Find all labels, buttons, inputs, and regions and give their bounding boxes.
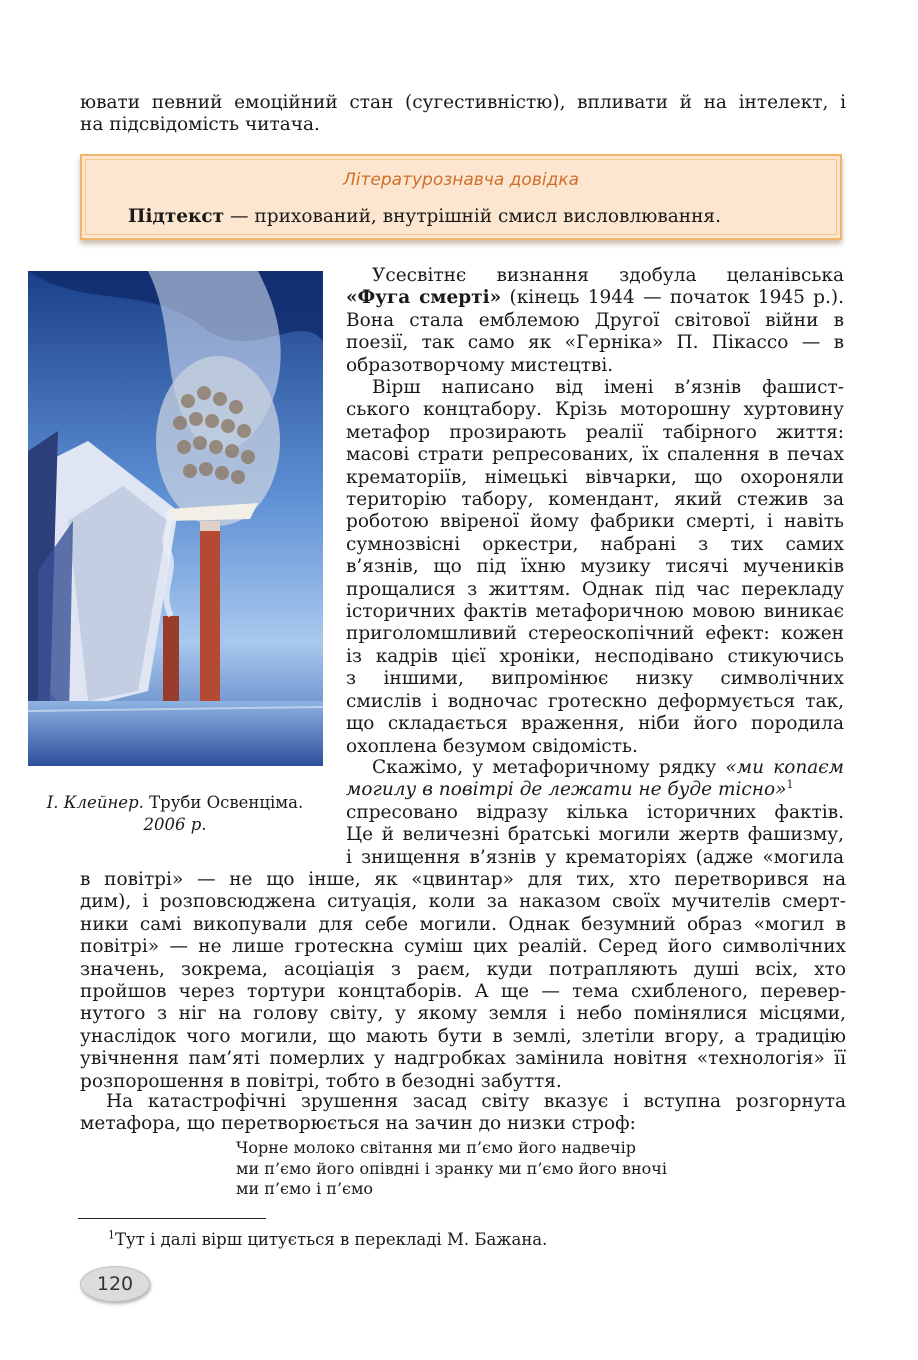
- text-line: Усесвітнє визнання здобула целанівська: [372, 265, 844, 286]
- quoted-line: «ми копаєм: [725, 757, 844, 778]
- text-line: Вірш написано від імені в’язнів фашист-: [372, 377, 844, 398]
- intro-paragraph: [80, 92, 846, 137]
- text-line: територію табору, комендант, який стежив за: [346, 489, 844, 511]
- text-line: поезії, так само як «Герніка» П. Пікассо — в: [346, 332, 844, 354]
- footnote: [108, 1230, 547, 1249]
- text-line: нутого з ніг на голову світу, у якому земля і небо помінялися місцями,: [80, 1003, 846, 1025]
- text-line: смислів і водночас гротескно деформується так,: [346, 690, 844, 712]
- callout-definition-text: — прихований, внутрішній смисл висловлювання.: [224, 206, 721, 227]
- text-line: ювати певний емоційний стан (сугестивністю), впливати й на інтелект, і: [80, 92, 846, 113]
- paragraph-metaphor-wide: [80, 869, 846, 1093]
- image-caption: [20, 792, 330, 836]
- text-line: на підсвідомість читача.: [80, 114, 320, 136]
- footnote-text: Тут і далі вірш цитується в перекладі М. Бажана.: [115, 1230, 548, 1249]
- text-line: образотворчому мистецтві.: [346, 354, 614, 376]
- paragraph-catastrophic-shift: [80, 1091, 846, 1136]
- painting-image: [28, 271, 323, 766]
- text-line: що складається враження, ніби його породила: [346, 713, 844, 735]
- text-line: спресовано відразу кілька історичних фактів.: [346, 801, 844, 823]
- paragraph-metaphor-narrow: [346, 757, 844, 869]
- callout-title: Літературознавча довідка: [342, 170, 580, 190]
- text-line: охоплена безумом свідомість.: [346, 735, 638, 757]
- text-line: ського концтабору. Крізь моторошну хуртовину: [346, 399, 844, 421]
- text-line: [346, 779, 844, 801]
- text-line: крематоріїв, німецькі вівчарки, що охороняли: [346, 466, 844, 488]
- verse-line: ми п’ємо його опівдні і зранку ми п’ємо його вночі: [236, 1158, 667, 1178]
- caption-year: 2006 р.: [143, 815, 207, 834]
- callout-term: Підтекст: [128, 206, 225, 227]
- text-line: унаслідок чого могили, що мають бути в землі, злетіли вгору, а традицію: [80, 1025, 846, 1047]
- caption-author: І. Клейнер.: [46, 793, 144, 812]
- text-line: метафора, що перетворюється на зачин до низки строф:: [80, 1113, 636, 1135]
- text-line: «Фуга смерті» (кінець 1944 — початок 1945 р.).: [346, 287, 844, 309]
- text-line: масові страти репресованих, їх спалення в печах: [346, 444, 844, 466]
- text-line: пройшов через тортури концтаборів. А ще — тема схибленого, перевер-: [80, 981, 846, 1003]
- text-line: увічнення пам’яті померлих у надгробках замінила новітня «технологія» її: [80, 1048, 846, 1070]
- quoted-line: могилу в повітрі де лежати не буде тісно»: [346, 779, 787, 801]
- caption-title: Труби Освенціма.: [143, 793, 304, 812]
- text-line: сумнозвісні оркестри, набрані з тих самих: [346, 533, 844, 555]
- text-line: історичних фактів метафоричною мовою виникає: [346, 601, 844, 623]
- verse-quote: [236, 1138, 667, 1200]
- text-line: Скажімо, у метафоричному рядку «ми копаєм: [372, 757, 844, 778]
- literary-reference-box: [80, 154, 842, 240]
- text-line: роботою ввіреної йому фабрики смерті, і навіть: [346, 511, 844, 533]
- text-line: в повітрі» — не що інше, як «цвинтар» для тих, хто перетворився на: [80, 869, 846, 890]
- text-line: з іншими, випромінює низку символічних: [346, 668, 844, 690]
- verse-line: Чорне молоко світання ми п’ємо його надвечір: [236, 1138, 636, 1157]
- text-line: Це й величезні братські могили жертв фашизму,: [346, 824, 844, 846]
- text-line: дим), і розповсюджена ситуація, коли за наказом своїх мучителів смерт-: [80, 891, 846, 913]
- text-line: в’язнів, що під їхню музику тисячі мучеників: [346, 556, 844, 578]
- paragraph-fugue-recognition: [346, 265, 844, 377]
- text-line: і знищення в’язнів у крематоріях (адже «могила: [346, 846, 844, 868]
- text-line: значень, зокрема, асоціація з раєм, куди потрапляють душі всіх, хто: [80, 958, 846, 980]
- text-line: На катастрофічні зрушення засад світу вказує і вступна розгорнута: [106, 1091, 846, 1112]
- text-line: прощалися з життям. Однак під час перекладу: [346, 578, 844, 600]
- text-line: розпорошення в повітрі, тобто в безодні забуття.: [80, 1070, 562, 1092]
- page-number: 120: [80, 1266, 150, 1302]
- text-line: Вона стала емблемою Другої світової війни в: [346, 309, 844, 331]
- callout-definition: [128, 206, 721, 227]
- text-line: ники самі викопували для себе могили. Однак безумний образ «могил в: [80, 913, 846, 935]
- footnote-mark: 1: [108, 1228, 115, 1242]
- text-line: приголомшливий стереоскопічний ефект: кожен: [346, 623, 844, 645]
- text-line: метафор прозирають реалії табірного життя:: [346, 421, 844, 443]
- footnote-ref: 1: [786, 778, 794, 792]
- paragraph-camp-realities: [346, 377, 844, 758]
- poem-title: «Фуга смерті»: [346, 287, 502, 309]
- text-line: із кадрів цієї хроніки, несподівано стикуючись: [346, 645, 844, 667]
- footnote-divider: [78, 1218, 266, 1219]
- verse-line: ми п’ємо і п’ємо: [236, 1179, 374, 1198]
- text-line: повітрі» — не лише гротескна суміш цих реалій. Серед його символічних: [80, 936, 846, 958]
